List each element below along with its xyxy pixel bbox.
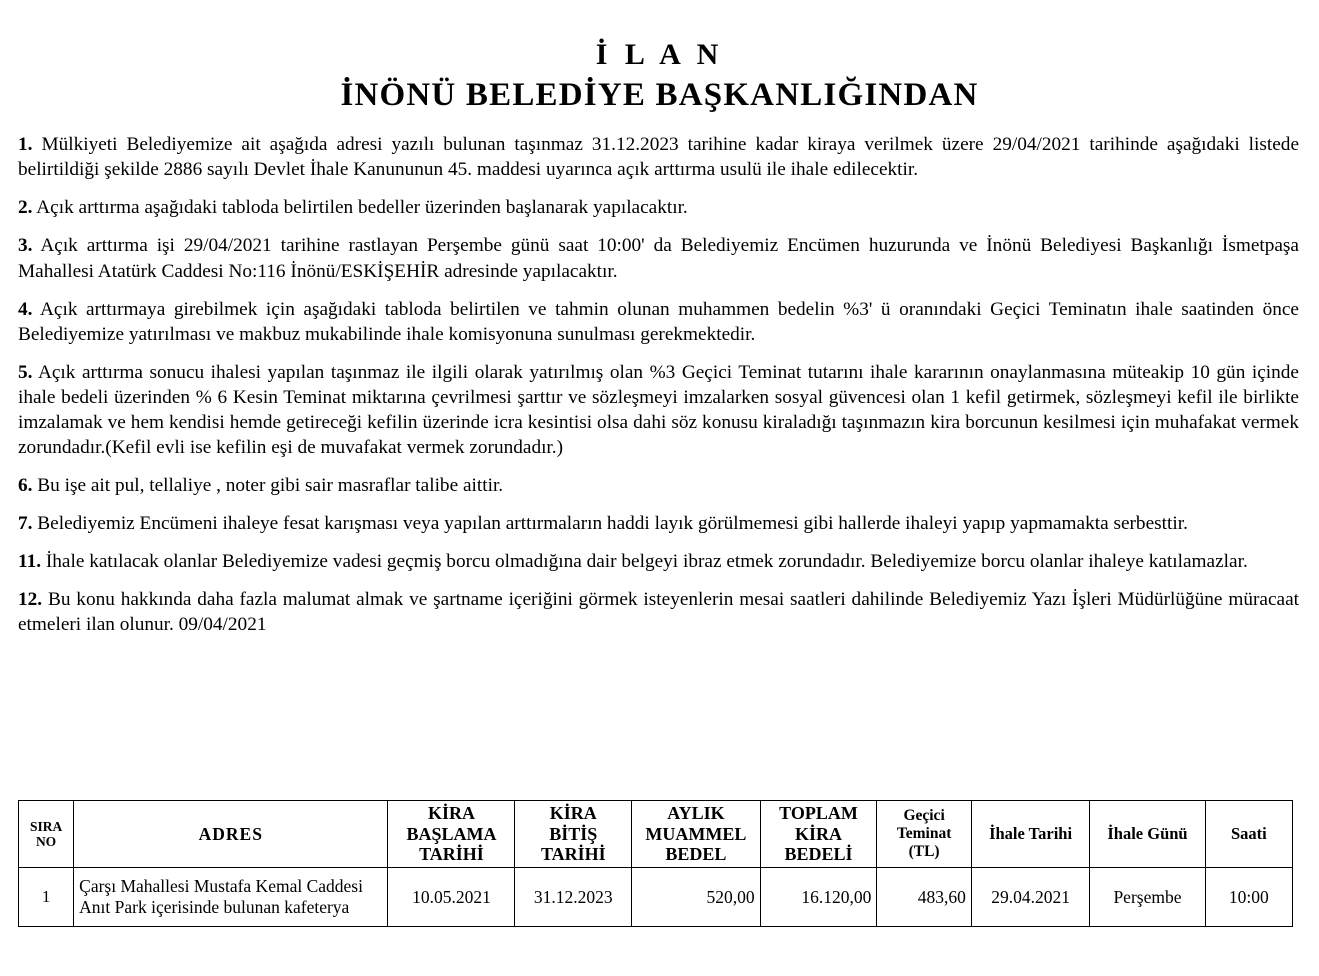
cell-adres — [74, 868, 388, 927]
paragraph-4-number: 4. — [18, 298, 33, 320]
column-header-adres: ADRES — [74, 801, 388, 868]
paragraph-3-text: Açık arttırma işi 29/04/2021 tarihine rastlayan Perşembe günü saat 10:00' da Belediyemiz Encümen huzurunda ve İnönü Belediyesi Başkanlığı İsmetpaşa Mahallesi Atatürk Caddesi No:116 İnönü/ESKİŞEHİR adresinde yapılacaktır. — [18, 235, 1299, 282]
cell-kira-bitis-tarihi: 31.12.2023 — [515, 868, 632, 927]
paragraph-5-number: 5. — [18, 361, 33, 383]
column-header-aylik-muammel-bedel — [632, 801, 760, 868]
column-header-kira-bitis-line3: TARİHİ — [540, 844, 606, 865]
column-header-toplam-line3: BEDELİ — [784, 844, 853, 865]
column-header-saati: Saati — [1205, 801, 1292, 868]
paragraph-12 — [18, 587, 1299, 637]
paragraph-2-number: 2. — [18, 197, 33, 219]
paragraph-11 — [18, 549, 1299, 574]
paragraph-7-number: 7. — [18, 513, 33, 535]
paragraph-7 — [18, 511, 1299, 536]
cell-toplam-kira-bedeli: 16.120,00 — [760, 868, 877, 927]
paragraph-6-text: Bu işe ait pul, tellaliye , noter gibi sair masraflar talibe aittir. — [32, 475, 504, 497]
column-header-kira-bitis-line1: KİRA — [549, 803, 597, 823]
paragraph-4-text: Açık arttırmaya girebilmek için aşağıdaki tabloda belirtilen ve tahmin olunan muhammen bedelin %3' ü oranındaki Geçici Teminatın ihale saatinden önce Belediyemize yatırılması ve makbuz mukabilinde ihale komisyonuna sunulması gerekmektedir. — [18, 298, 1299, 345]
column-header-aylik-line3: BEDEL — [665, 844, 727, 865]
paragraph-12-number: 12. — [18, 589, 43, 611]
column-header-sira-no-line1: SIRA — [29, 818, 63, 834]
cell-aylik-muammel-bedel: 520,00 — [632, 868, 760, 927]
table-row — [19, 868, 1293, 927]
paragraph-11-text: İhale katılacak olanlar Belediyemize vadesi geçmiş borcu olmadığına dair belgeyi ibraz etmek zorundadır. Belediyemize borcu olanlar ihaleye katılamazlar. — [41, 551, 1248, 573]
column-header-gecici-teminat — [877, 801, 971, 868]
cell-sira-no: 1 — [19, 868, 74, 927]
document-page — [0, 38, 1319, 976]
paragraph-2 — [18, 195, 1299, 220]
paragraph-3-number: 3. — [18, 235, 33, 257]
column-header-kira-baslama-line3: TARİHİ — [419, 844, 484, 865]
paragraph-1-text: Mülkiyeti Belediyemize ait aşağıda adresi yazılı bulunan taşınmaz 31.12.2023 tarihine kadar kiraya verilmek üzere 29/04/2021 tarihinde aşağıdaki listede belirtildiği şekilde 2886 sayılı Devlet İhale Kanununun 45. maddesi uyarınca açık arttırma usulü ile ihale edilecektir. — [18, 134, 1299, 181]
column-header-aylik-line2: MUAMMEL — [645, 823, 747, 844]
column-header-kira-baslama-line2: BAŞLAMA — [406, 823, 497, 844]
paragraph-12-text: Bu konu hakkında daha fazla malumat almak ve şartname içeriğini görmek isteyenlerin mesai saatleri dahilinde Belediyemiz Yazı İşleri Müdürlüğüne müracaat etmeleri ilan olunur. 09/04/2021 — [18, 589, 1299, 636]
column-header-toplam-line1: TOPLAM — [779, 803, 858, 823]
cell-ihale-tarihi: 29.04.2021 — [971, 868, 1090, 927]
paragraph-7-text: Belediyemiz Encümeni ihaleye fesat karışması veya yapılan arttırmaların haddi layık görülmemesi gibi hallerde ihaleyi yapıp yapmamakta serbesttir. — [32, 513, 1188, 535]
paragraph-6 — [18, 473, 1299, 498]
page-title-ilan: İ L A N — [595, 38, 724, 71]
document-body — [18, 116, 1299, 637]
table-header-row — [19, 801, 1293, 868]
cell-ihale-gunu: Perşembe — [1090, 868, 1205, 927]
table-body — [19, 868, 1293, 927]
column-header-toplam-kira-bedeli — [760, 801, 877, 868]
column-header-kira-bitis-tarihi — [515, 801, 632, 868]
document-title-block — [0, 38, 1319, 116]
table-header — [19, 801, 1293, 868]
cell-adres-line1: Çarşı Mahallesi Mustafa Kemal Caddesi — [79, 875, 363, 896]
column-header-ihale-tarihi: İhale Tarihi — [971, 801, 1090, 868]
column-header-kira-baslama-tarihi — [388, 801, 515, 868]
paragraph-1 — [18, 132, 1299, 182]
paragraph-6-number: 6. — [18, 475, 33, 497]
page-title-authority: İNÖNÜ BELEDİYE BAŞKANLIĞINDAN — [340, 77, 979, 113]
paragraph-4 — [18, 297, 1299, 347]
column-header-kira-baslama-line1: KİRA — [427, 803, 475, 823]
cell-gecici-teminat: 483,60 — [877, 868, 971, 927]
column-header-toplam-line2: KİRA — [794, 823, 842, 844]
paragraph-11-number: 11. — [18, 551, 42, 573]
column-header-aylik-line1: AYLIK — [667, 803, 725, 823]
paragraph-5 — [18, 360, 1299, 460]
paragraph-3 — [18, 233, 1299, 283]
column-header-sira-no — [19, 801, 74, 868]
column-header-gecici-line3: (TL) — [908, 842, 940, 860]
column-header-gecici-line2: Teminat — [896, 825, 952, 843]
paragraph-1-number: 1. — [18, 134, 33, 156]
column-header-sira-no-line2: NO — [35, 834, 57, 850]
cell-kira-baslama-tarihi: 10.05.2021 — [388, 868, 515, 927]
paragraph-5-text: Açık arttırma sonucu ihalesi yapılan taşınmaz ile ilgili olarak yatırılmış olan %3 Geçici Teminat tutarını ihale kararının onaylanmasına müteakip 10 gün içinde ihale bedeli üzerinden % 6 Kesin Teminat miktarına çevrilmesi şarttır ve sözleşmeyi imzalarken sosyal güvencesi olan 1 kefil getirmek, sözleşmeyi kefil ile birlikte imzalamak ve hem kendisi hemde getireceği kefilin üzerinde icra kesintisi olsa dahi söz konusu kiraladığı taşınmazın kira borcunun kesilmesi için muhafakat vermek zorundadır.(Kefil evli ise kefilin eşi de muvafakat vermek zorundadır.) — [18, 361, 1299, 459]
cell-saati: 10:00 — [1205, 868, 1292, 927]
column-header-ihale-gunu: İhale Günü — [1090, 801, 1205, 868]
cell-adres-line2: Anıt Park içerisinde bulunan kafeterya — [79, 897, 350, 918]
tender-listing-table — [18, 800, 1293, 927]
column-header-gecici-line1: Geçici — [903, 807, 945, 825]
paragraph-2-text: Açık arttırma aşağıdaki tabloda belirtilen bedeller üzerinden başlanarak yapılacaktır. — [32, 197, 688, 219]
column-header-kira-bitis-line2: BİTİŞ — [549, 823, 598, 844]
